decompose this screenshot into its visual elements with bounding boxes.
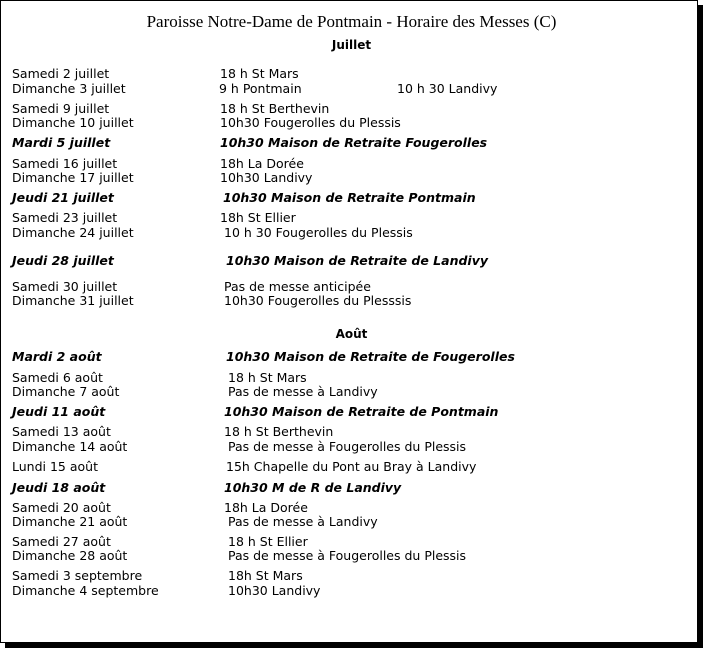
- month-heading-august: Août: [335, 327, 368, 341]
- month-heading-july: Juillet: [331, 38, 372, 52]
- page-title: Paroisse Notre-Dame de Pontmain - Horaire des Messes (C): [146, 12, 557, 31]
